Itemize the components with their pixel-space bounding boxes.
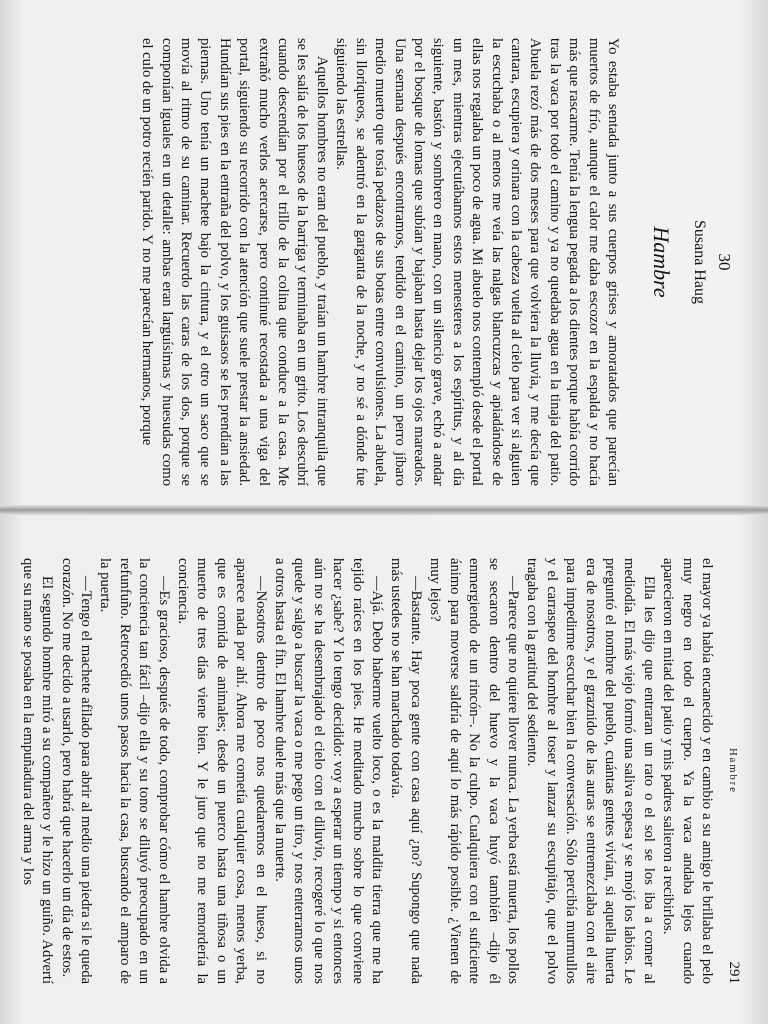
author-name: Susana Haug bbox=[691, 220, 708, 304]
paragraph: Ella les dijo que entraran un rato o el sol se los iba a comer al mediodía. El más viejo formó una saliva espesa y se mojó los labios. Le preguntó el nombre del pueblo, cuántas gentes vivían, si aquella huerta era de nosotros, y el graznido de las auras se entremezclaba con el aire para impedirme escuchar bien la conversación. Sólo percibía murmullos y el carraspeo del hombre al toser y lanzar su escupitajo, que el polvo tragaba con la gratitud del sediento. bbox=[524, 558, 657, 984]
page-number: 291 bbox=[726, 961, 742, 984]
paragraph: el mayor ya había encanecido y en cambio a su amigo le brillaba el pelo muy negro en todo el cuerpo. Ya la vaca andaba lejos cuando aparecieron en mitad del patio y mis padres salieron a recibirlos. bbox=[660, 558, 715, 984]
right-page bbox=[0, 512, 768, 1024]
running-title: Hambre bbox=[727, 748, 738, 794]
story-title: Hambre bbox=[649, 226, 674, 298]
paragraph: —Bastante. Hay poca gente con casa aquí ¿no? Supongo que nada más ustedes no se han marchado todavía. bbox=[388, 558, 424, 984]
paragraph: —Ajá. Debo haberme vuelto loco, o es la maldita tierra que me ha tejido raíces en los pies. He meditado mucho sobre lo que conviene hacer ¿sabe? Y lo tengo decidido: voy a esperar un tiempo y si entonces aún no se ha desembrajado el cielo con el diluvio, recogeré lo que nos quede y salgo a buscar la vaca o me pego un tiro, y nos enterramos unos a otros hasta el fin. El hambre duele más que la muerte. bbox=[272, 558, 386, 984]
paragraph: El segundo hombre miró a su compañero y le hizo un guiño. Advertí que su mano se posaba en la empuñadura del arma y los bbox=[19, 558, 56, 984]
paragraph: —Es gracioso, después de todo, comprobar cómo el hambre olvida a la conciencia tan fácil –dijo ella y su tono se diluyó preocupado en un refunfuño. Retrocedió unos pasos hacia la casa, buscando el amparo de la puerta. bbox=[97, 558, 172, 984]
paragraph: —Tengo el machete afilado para abrir al medio una piedra si le queda corazón. No me decido a usarlo, pero habrá que hacerlo un día de estos. bbox=[58, 558, 94, 984]
paragraph: —Nosotros dentro de poco nos quedaremos en el hueso, si no aparece nada por ahí. Ahora me cometía cualquier cosa, menos yerba, que es comida de animales; desde un puerco hasta una tiñosa o un muerto de tres días viene bien. Y le juro que no me remordería la conciencia. bbox=[175, 558, 269, 984]
page-number: 30 bbox=[715, 253, 734, 271]
page-header bbox=[720, 558, 744, 984]
paragraph: Aquellos hombres no eran del pueblo, y traían un hambre intranquila que se les salía de los huesos de la barriga y terminaba en un grito. Los descubrí cuando descendían por el trillo de la colina que conduce a la casa. Me extrañó mucho verlos acercarse, pero continué recostada a una viga del portal, siguiendo su recorrido con la atención que suele prestar la ansiedad. Hundían sus pies en la entraña del polvo, y los guisasos se les prendían a las piernas. Uno tenía un machete bajo la cintura, y el otro un saco que se movía al ritmo de su caminar. Recuerdo las caras de los dos, porque se componían iguales en un detalle: ambas eran larguísimas y huesudas como el culo de un potro recién parido. Y no me parecían hermanos, porque bbox=[139, 38, 330, 486]
paragraph: Yo estaba sentada junto a sus cuerpos grises y amoratados que parecían muertos de frío, aunque el calor me daba escozor en la espalda y no hacía más que rascarme. Tenía la lengua pegada a los dientes porque había corrido tras la vaca por todo el camino y ya no quedaba agua en la tinaja del patio. Abuela rezó más de dos meses para que volviera la lluvia, y me decía que cantara, escupiera y orinara con la cabeza vuelta al cielo para ver si alguien la escuchaba o al menos me veía las nalgas blancuzcas y apiadándose de ellas nos regalaba un poco de agua. Mi abuelo nos contempló desde el portal un mes, mientras ejecutábamos estos menesteres a los espíritus, y al día siguiente, bastón y sombrero en mano, con un silencio grave, echó a andar por el bosque de lomas que subían y bajaban hasta dejar los ojos mareados. Una semana después encontramos, tendido en el camino, un perro jíbaro medio muerto que tosía pedazos de sus botas entre convulsiones. La abuela, sin lloriqueos, se adentró en la garganta de la noche, y no sé a dónde fue siguiendo las estrellas. bbox=[333, 38, 621, 486]
paragraph: —Parece que no quiere llover nunca. La yerba está muerta, los pollos se secaron dentro del huevo y la vaca huyó también –dijo él enmergiendo de un rincón–. No la culpo. Cualquiera con el suficiente ánimo para moverse saldría de aquí lo más rápido posible. ¿Vienen de muy lejos? bbox=[427, 558, 521, 984]
left-page bbox=[0, 0, 768, 508]
